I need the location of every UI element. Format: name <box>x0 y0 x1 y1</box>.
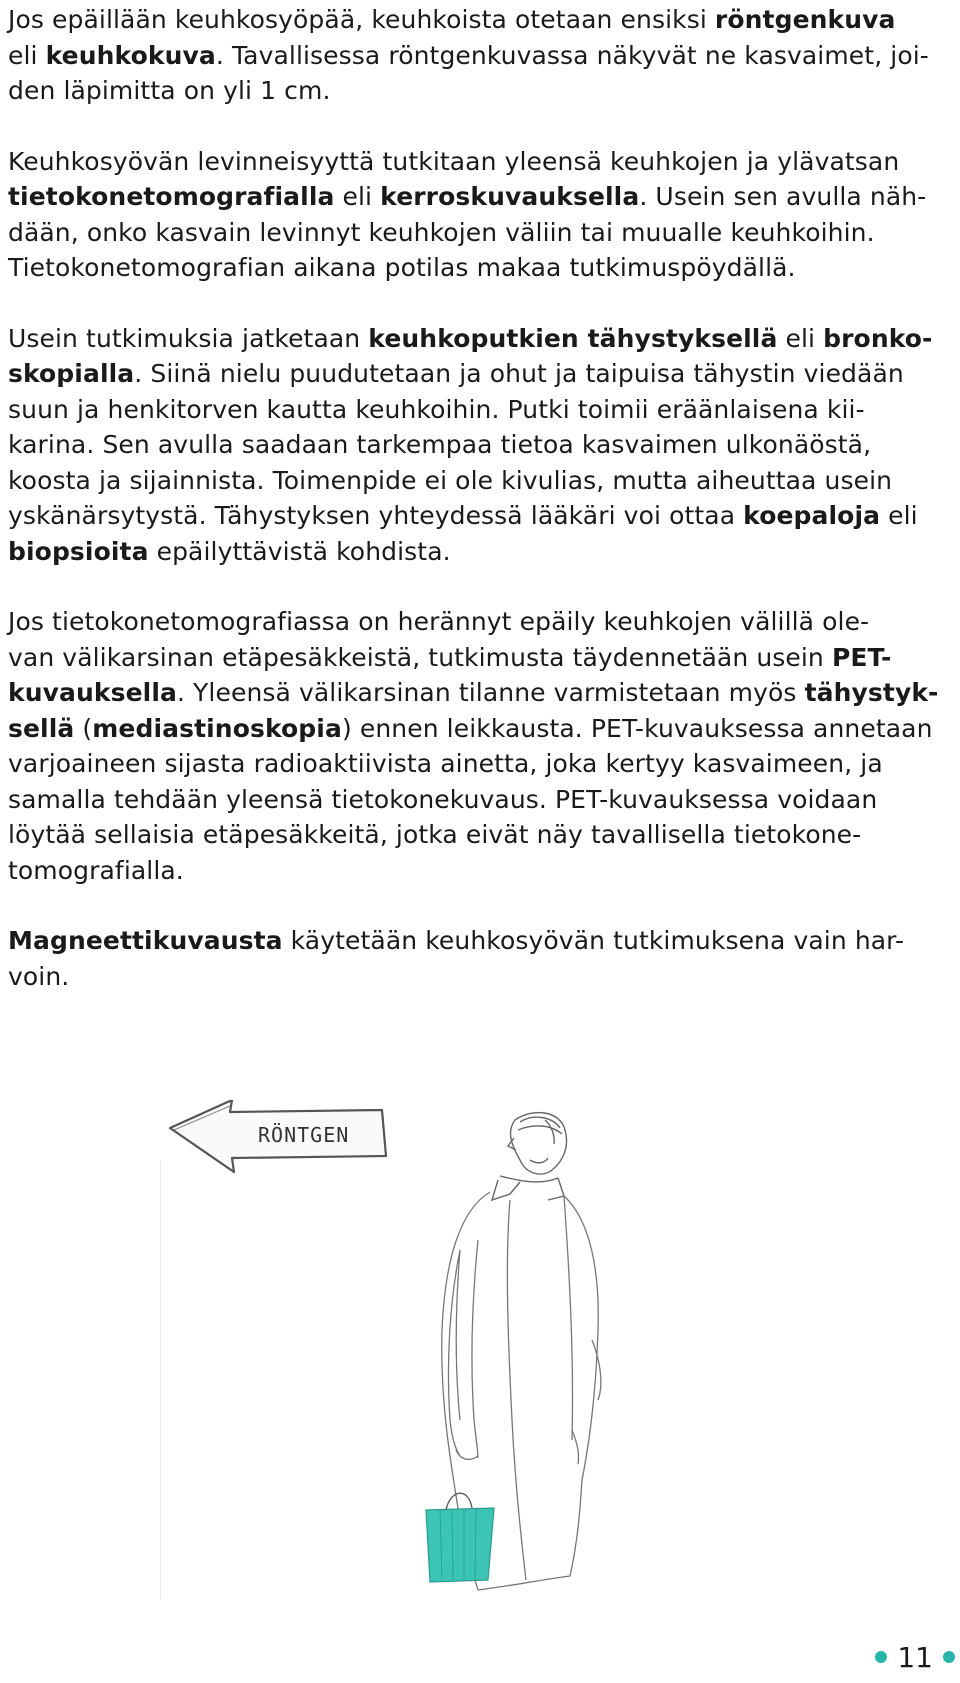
text-run: . Siinä nielu puudutetaan ja ohut ja taipuisa tähystin viedään <box>134 359 904 388</box>
figure-head <box>508 1113 567 1175</box>
paragraph <box>8 144 955 286</box>
page-number-block <box>875 1637 955 1677</box>
text-run: karina. Sen avulla saadaan tarkempaa tietoa kasvaimen ulkonäöstä, <box>8 430 872 459</box>
paragraph <box>8 604 955 888</box>
page-dot-left <box>875 1651 887 1663</box>
text-run: tomografialla. <box>8 855 184 885</box>
text-run: eli <box>777 323 824 353</box>
text-run: epäilyttävistä kohdista. <box>148 536 451 566</box>
bold-term: koepaloja <box>743 501 881 530</box>
body-text <box>8 2 955 1029</box>
text-run: Tietokonetomografian aikana potilas makaa tutkimuspöydällä. <box>8 253 796 282</box>
text-run: . Tavallisessa röntgenkuvassa näkyvät ne kasvaimet, joi- <box>215 40 929 70</box>
bold-term: keuhkoputkien tähystyksellä <box>368 323 778 353</box>
text-run: Keuhkosyövän levinneisyyttä tutkitaan yleensä keuhkojen ja ylävatsan <box>8 146 900 176</box>
bold-term: kuvauksella <box>8 678 177 707</box>
figure-collar <box>492 1176 564 1200</box>
text-run: Jos tietokonetomografiassa on herännyt epäily keuhkojen välillä ole- <box>8 607 870 636</box>
paragraph <box>8 2 955 109</box>
paragraph <box>8 321 955 570</box>
rontgen-sign <box>170 1100 386 1172</box>
text-run: löytää sellaisia etäpesäkkeitä, jotka eivät näy tavallisella tietokone- <box>8 820 862 849</box>
text-run: koosta ja sijainnista. Toimenpide ei ole kivulias, mutta aiheuttaa usein <box>8 465 893 495</box>
bold-term: bronko- <box>823 323 933 353</box>
bold-term: Magneettikuvausta <box>8 926 283 955</box>
text-run: Usein tutkimuksia jatketaan <box>8 323 369 353</box>
text-run: den läpimitta on yli 1 cm. <box>8 76 331 105</box>
text-run: ) ennen leikkausta. PET-kuvauksessa annetaan <box>341 713 933 743</box>
bold-term: röntgenkuva <box>714 5 896 34</box>
text-run: . Usein sen avulla näh- <box>639 182 927 211</box>
page-number: 11 <box>897 1640 933 1674</box>
figure-arm <box>448 1240 478 1459</box>
bold-term: PET- <box>831 642 892 672</box>
text-run: varjoaineen sijasta radioaktiivista ainetta, joka kertyy kasvaimeen, ja <box>8 749 883 778</box>
patient-illustration <box>160 1100 620 1600</box>
bold-term: keuhkokuva <box>45 40 216 70</box>
text-run: samalla tehdään yleensä tietokonekuvaus. PET-kuvauksessa voidaan <box>8 784 878 814</box>
bold-term: mediastinoskopia <box>92 713 342 743</box>
text-run: eli <box>880 501 918 530</box>
bold-term: tähystyk- <box>804 678 939 707</box>
text-run: van välikarsinan etäpesäkkeistä, tutkimusta täydennetään usein <box>8 642 832 672</box>
text-run: eli <box>8 40 46 70</box>
bold-term: skopialla <box>8 359 135 388</box>
text-run: eli <box>334 182 381 211</box>
paragraph <box>8 923 955 994</box>
page-dot-right <box>943 1651 955 1663</box>
bold-term: kerroskuvauksella <box>380 182 640 211</box>
text-run: Jos epäillään keuhkosyöpää, keuhkoista otetaan ensiksi <box>8 5 715 34</box>
text-run: . Yleensä välikarsinan tilanne varmistetaan myös <box>176 678 805 707</box>
text-run: voin. <box>8 961 70 991</box>
bold-term: tietokonetomografialla <box>8 182 335 211</box>
rontgen-sign-text: RÖNTGEN <box>258 1123 350 1147</box>
text-run: suun ja henkitorven kautta keuhkoihin. Putki toimii eräänlaisena kii- <box>8 394 865 424</box>
text-run: ( <box>74 713 93 743</box>
text-run: yskänärsytystä. Tähystyksen yhteydessä lääkäri voi ottaa <box>8 501 744 530</box>
bold-term: sellä <box>8 713 75 743</box>
text-run: käytetään keuhkosyövän tutkimuksena vain har- <box>282 926 905 955</box>
turquoise-bag <box>426 1493 494 1582</box>
bold-term: biopsioita <box>8 536 149 566</box>
text-run: dään, onko kasvain levinnyt keuhkojen väliin tai muualle keuhkoihin. <box>8 217 875 247</box>
